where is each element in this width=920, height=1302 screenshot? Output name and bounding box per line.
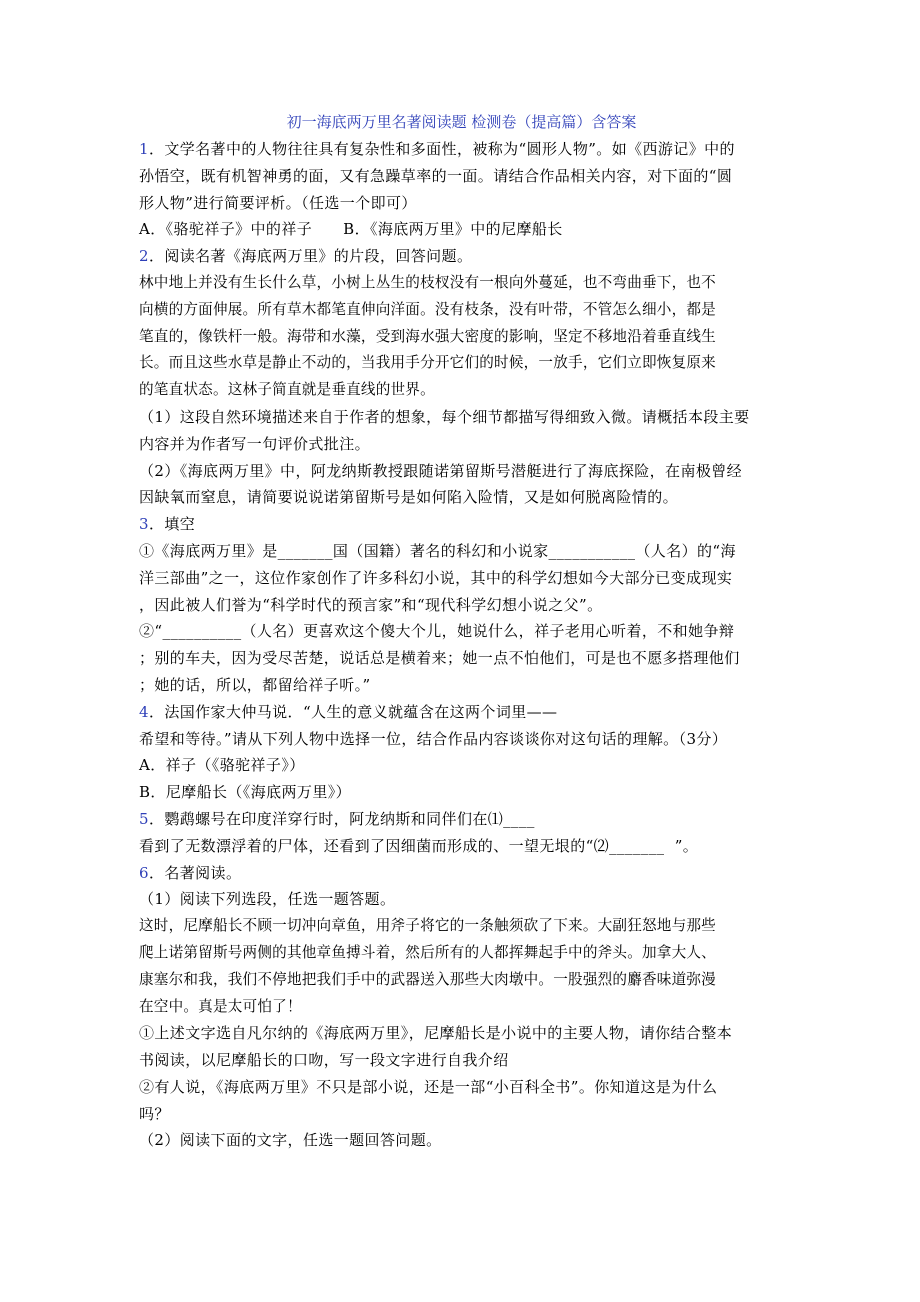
text-line — [139, 1047, 784, 1074]
line-text: A．《骆驼祥子》中的祥子 B．《海底两万里》中的尼摩船长 — [139, 220, 563, 239]
text-line — [139, 833, 784, 860]
question-number: 4 — [139, 702, 149, 721]
document-body — [139, 136, 784, 1154]
line-text: ．名著阅读。 — [148, 863, 242, 882]
line-text: （1）这段自然环境描述来自于作者的想象，每个细节都描写得细致入微。请概括本段主要 — [139, 407, 750, 426]
line-text: 向横的方面伸展。所有草木都笔直伸向洋面。没有枝条，没有叶带，不管怎么细小，都是 — [139, 300, 716, 318]
line-text: ．法国作家大仲马说．“人生的意义就蕴含在这两个词里—— — [148, 702, 558, 721]
line-text: ①《海底两万里》是_______国（国籍）著名的科幻和小说家___________（人名）的“海 — [139, 541, 736, 560]
passage-line — [139, 940, 784, 967]
text-line — [139, 190, 784, 217]
line-text: 长。而且这些水草是静止不动的，当我用手分开它们的时候，一放手，它们立即恢复原来 — [139, 354, 716, 372]
text-line — [139, 1101, 784, 1128]
line-text: ，因此被人们誉为“科学时代的预言家”和“现代科学幻想小说之父”。 — [139, 595, 603, 614]
passage-line — [139, 377, 784, 404]
text-line — [139, 618, 784, 645]
line-text: B．尼摩船长（《海底两万里》） — [139, 783, 352, 802]
text-line — [139, 779, 784, 806]
passage-line — [139, 913, 784, 940]
line-text: 康塞尔和我，我们不停地把我们手中的武器送入那些大肉墩中。一股强烈的麝香味道弥漫 — [139, 970, 716, 988]
line-text: 因缺氧而窒息，请简要说说诺第留斯号是如何陷入险情，又是如何脱离险情的。 — [139, 488, 679, 507]
passage-line — [139, 324, 784, 351]
question-line — [139, 806, 784, 833]
text-line — [139, 216, 784, 243]
line-text: 爬上诺第留斯号两侧的其他章鱼搏斗着，然后所有的人都挥舞起手中的斧头。加拿大人、 — [139, 943, 716, 961]
line-text: 笔直的，像铁杆一般。海带和水藻，受到海水强大密度的影响，坚定不移地沿着垂直线生 — [139, 327, 716, 345]
line-text: 书阅读，以尼摩船长的口吻，写一段文字进行自我介绍 — [139, 1051, 509, 1070]
line-text: 看到了无数漂浮着的尸体，还看到了因细菌而形成的、一望无垠的“⑵_______ ”。 — [139, 836, 699, 855]
line-text: ②有人说，《海底两万里》不只是部小说，还是一部“小百科全书”。你知道这是为什么 — [139, 1077, 718, 1096]
text-line — [139, 1020, 784, 1047]
question-number: 5 — [139, 809, 149, 828]
text-line — [139, 538, 784, 565]
line-text: 这时，尼摩船长不顾一切冲向章鱼，用斧子将它的一条触须砍了下来。大副狂怒地与那些 — [139, 917, 716, 935]
text-line — [139, 752, 784, 779]
text-line — [139, 886, 784, 913]
question-line — [139, 860, 784, 887]
passage-line — [139, 270, 784, 297]
text-line — [139, 484, 784, 511]
text-line — [139, 645, 784, 672]
line-text: 吗？ — [139, 1104, 170, 1123]
text-line — [139, 726, 784, 753]
line-text: ．文学名著中的人物往往具有复杂性和多面性，被称为“圆形人物”。如《西游记》中的 — [148, 140, 735, 158]
question-number: 1 — [139, 140, 149, 158]
text-line — [139, 431, 784, 458]
text-line — [139, 458, 784, 485]
document-page — [139, 110, 784, 1154]
line-text: 林中地上并没有生长什么草，小树上丛生的枝杈没有一根向外蔓延，也不弯曲垂下，也不 — [139, 273, 716, 291]
line-text: ．阅读名著《海底两万里》的片段，回答问题。 — [148, 247, 473, 266]
question-number: 6 — [139, 863, 149, 882]
passage-line — [139, 297, 784, 324]
line-text: ．填空 — [148, 515, 196, 534]
text-line — [139, 1127, 784, 1154]
question-line — [139, 243, 784, 270]
line-text: 在空中。真是太可怕了！ — [139, 997, 302, 1015]
line-text: ．鹦鹉螺号在印度洋穿行时，阿龙纳斯和同伴们在⑴____ — [148, 809, 535, 828]
line-text: 希望和等待。”请从下列人物中选择一位，结合作品内容谈谈你对这句话的理解。（3分） — [139, 729, 728, 748]
document-title: 初一海底两万里名著阅读题 检测卷（提高篇）含答案 — [286, 113, 637, 131]
text-line — [139, 672, 784, 699]
line-text: （2）阅读下面的文字，任选一题回答问题。 — [139, 1131, 442, 1150]
question-line — [139, 511, 784, 538]
line-text: ；她的话，所以，都留给祥子听。” — [139, 675, 371, 694]
text-line — [139, 592, 784, 619]
line-text: 内容并为作者写一句评价式批注。 — [139, 434, 371, 453]
line-text: A．祥子（《骆驼祥子》） — [139, 756, 305, 775]
line-text: ②“__________（人名）更喜欢这个傻大个儿，她说什么，祥子老用心听着，不和她争辩 — [139, 622, 735, 641]
passage-line — [139, 994, 784, 1021]
text-line — [139, 565, 784, 592]
line-text: ①上述文字选自凡尔纳的《海底两万里》，尼摩船长是小说中的主要人物，请你结合整本 — [139, 1024, 733, 1043]
question-line — [139, 699, 784, 726]
line-text: 孙悟空，既有机智神勇的面，又有急躁草率的一面。请结合作品相关内容，对下面的“圆 — [139, 166, 733, 185]
question-number: 2 — [139, 247, 149, 266]
line-text: （1）阅读下列选段，任选一题答题。 — [139, 890, 396, 909]
line-text: 的笔直状态。这林子简直就是垂直线的世界。 — [139, 381, 435, 399]
line-text: 形人物”进行简要评析。（任选一个即可） — [139, 193, 417, 212]
passage-line — [139, 967, 784, 994]
question-number: 3 — [139, 515, 149, 534]
text-line — [139, 163, 784, 190]
text-line — [139, 404, 784, 431]
line-text: ；别的车夫，因为受尽苦楚，说话总是横着来；她一点不怕他们，可是也不愿多搭理他们 — [139, 649, 740, 668]
text-line — [139, 1074, 784, 1101]
passage-line — [139, 350, 784, 377]
question-line — [139, 136, 784, 163]
line-text: （2）《海底两万里》中，阿龙纳斯教授跟随诺第留斯号潜艇进行了海底探险，在南极曾经 — [139, 461, 743, 480]
line-text: 洋三部曲”之一，这位作家创作了许多科幻小说，其中的科学幻想如今大部分已变成现实 — [139, 568, 733, 587]
